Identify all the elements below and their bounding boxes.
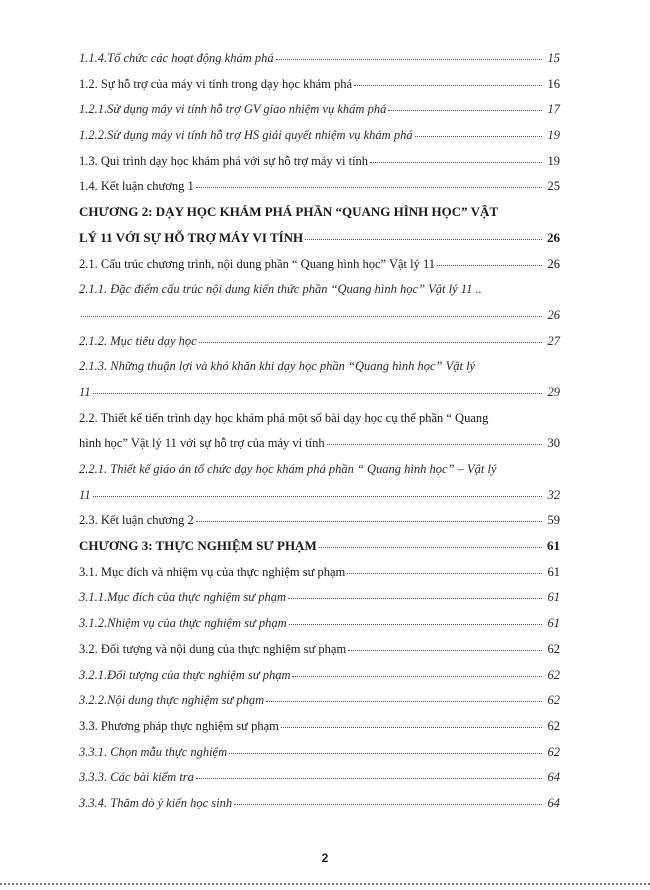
toc-entry: [79, 716, 560, 736]
toc-page-number: 61: [547, 590, 560, 605]
toc-page-number: 64: [547, 795, 560, 810]
toc-entry-title: 2.1.1. Đặc điểm cấu trúc nội dung kiến thức phần “Quang hình học” Vật lý 11 ..: [79, 282, 482, 297]
toc-leader-dots: [319, 547, 542, 548]
toc-page-number: 32: [547, 487, 560, 502]
toc-entry-title: 11: [79, 487, 91, 502]
toc-entry-title: 2.1.2. Mục tiêu dạy học: [79, 333, 197, 348]
toc-entry-title: CHƯƠNG 2: DẠY HỌC KHÁM PHÁ PHẦN “QUANG HÌNH HỌC” VẬT: [79, 204, 499, 220]
toc-leader-dots: [289, 624, 542, 625]
toc-page-number: 62: [547, 718, 560, 733]
toc-leader-dots: [234, 804, 542, 805]
toc-leader-dots: [229, 753, 542, 754]
toc-entry-title: 3.3. Phương pháp thực nghiệm sư phạm: [79, 718, 279, 733]
toc-entry: [79, 48, 560, 68]
toc-entry: [79, 459, 560, 479]
toc-leader-dots: [305, 239, 542, 240]
toc-page-number: 62: [547, 693, 560, 708]
toc-entry-title: hình học” Vật lý 11 với sự hỗ trợ của máy vi tính: [79, 436, 325, 451]
toc-entry: [79, 356, 560, 376]
toc-page-number: 62: [547, 744, 560, 759]
toc-leader-dots: [388, 110, 542, 111]
toc-entry: [79, 151, 560, 171]
toc-entry-title: 1.3. Qui trình dạy học khám phá với sự hỗ trợ máy vi tính: [79, 153, 369, 168]
toc-entry-title: 3.2. Đối tượng và nội dung của thực nghiệm sư phạm: [79, 641, 347, 656]
bottom-divider: [0, 883, 650, 885]
toc-entry: [79, 793, 560, 813]
toc-entry: [79, 665, 560, 685]
page-number: 2: [321, 851, 329, 865]
toc-entry-title: 3.3.4. Thăm dò ý kiến học sinh: [79, 795, 233, 810]
toc-leader-dots: [93, 496, 542, 497]
toc-entry: [79, 485, 560, 505]
toc-leader-dots: [281, 727, 542, 728]
toc-page-number: 15: [547, 51, 560, 65]
toc-leader-dots: [196, 521, 542, 522]
toc-entry: [79, 742, 560, 762]
toc-entry: [79, 562, 560, 582]
toc-entry-title: 1.2.2.Sử dụng máy vi tính hỗ trợ HS giải quyết nhiệm vụ khám phá: [79, 128, 413, 143]
toc-entry-title: 2.2.1. Thiết kế giáo án tổ chức dạy học khám phá phần “ Quang hình học” – Vật lý: [79, 462, 497, 476]
toc-leader-dots: [292, 676, 542, 677]
toc-leader-dots: [196, 778, 542, 779]
toc-entry: [79, 228, 560, 248]
toc-leader-dots: [370, 162, 542, 163]
toc-entry-title: 1.2.1.Sử dụng máy vi tính hỗ trợ GV giao nhiệm vụ khám phá: [79, 102, 387, 117]
toc-page-number: 19: [547, 128, 560, 143]
toc-page-number: 61: [547, 538, 560, 554]
toc-leader-dots: [288, 598, 542, 599]
toc-entry-title: 3.2.1.Đối tượng của thực nghiệm sư phạm: [79, 667, 291, 682]
toc-leader-dots: [266, 701, 542, 702]
toc-entry-title: 1.2. Sự hỗ trợ của máy vi tính trong dạy học khám phá: [79, 76, 353, 91]
toc-entry-title: 1.4. Kết luận chương 1: [79, 179, 194, 194]
toc-entry: [79, 331, 560, 351]
toc-leader-dots: [347, 573, 542, 574]
toc-entry: [79, 536, 560, 556]
toc-entry: [79, 510, 560, 530]
toc-entry-title: 2.1.3. Những thuận lợi và khó khăn khi dạy học phần “Quang hình học” Vật lý: [79, 359, 476, 374]
toc-leader-dots: [437, 265, 542, 266]
toc-entry: [79, 202, 560, 222]
toc-entry-title: 11: [79, 384, 91, 399]
toc-page-number: 62: [547, 641, 560, 656]
toc-page-number: 19: [547, 153, 560, 168]
toc-entry: [79, 767, 560, 787]
toc-entry-title: 2.1. Cấu trúc chương trình, nội dung phần “ Quang hình học” Vật lý 11: [79, 256, 436, 271]
toc-entry: [79, 382, 560, 402]
toc-entry: [79, 305, 560, 325]
toc-page-number: 62: [547, 667, 560, 682]
toc-entry: [79, 176, 560, 196]
toc-leader-dots: [354, 85, 542, 86]
toc-leader-dots: [93, 393, 542, 394]
toc-page-number: 27: [547, 333, 560, 348]
toc-page-number: 25: [547, 179, 560, 194]
toc-entry: [79, 125, 560, 145]
toc-leader-dots: [196, 187, 542, 188]
toc-page-number: 61: [547, 616, 560, 631]
toc-entry: [79, 279, 560, 299]
toc-page-number: 16: [547, 76, 560, 91]
toc-entry: [79, 408, 560, 428]
toc-leader-dots: [199, 342, 542, 343]
toc-page-number: 26: [547, 307, 560, 322]
toc-entry: [79, 99, 560, 119]
toc-page-number: 64: [547, 770, 560, 785]
table-of-contents: [79, 48, 560, 819]
toc-page-number: 30: [547, 436, 560, 451]
toc-entry: [79, 690, 560, 710]
toc-entry-title: 3.2.2.Nội dung thực nghiệm sư phạm: [79, 693, 265, 708]
toc-page-number: 29: [547, 384, 560, 399]
toc-entry: [79, 74, 560, 94]
toc-leader-dots: [81, 316, 542, 317]
toc-leader-dots: [415, 136, 542, 137]
toc-page-number: 26: [547, 229, 560, 245]
toc-leader-dots: [276, 59, 542, 60]
toc-page-number: 26: [547, 256, 560, 271]
toc-entry-title: 3.1.1.Mục đích của thực nghiệm sư phạm: [79, 590, 287, 605]
toc-entry-title: 3.1.2.Nhiệm vụ của thực nghiệm sư phạm: [79, 616, 287, 631]
toc-entry-title: LÝ 11 VỚI SỰ HỖ TRỢ MÁY VI TÍNH: [79, 229, 304, 245]
toc-entry-title: 2.3. Kết luận chương 2: [79, 513, 194, 528]
toc-leader-dots: [348, 650, 542, 651]
toc-leader-dots: [327, 444, 542, 445]
toc-entry-title: 3.1. Mục đích và nhiệm vụ của thực nghiệm sư phạm: [79, 564, 346, 579]
toc-entry-title: 2.2. Thiết kế tiến trình dạy học khám phá một số bài dạy học cụ thể phần “ Quang: [79, 410, 489, 425]
toc-entry: [79, 613, 560, 633]
toc-entry: [79, 433, 560, 453]
toc-entry-title: 3.3.3. Các bài kiểm tra: [79, 770, 194, 785]
toc-page-number: 17: [547, 102, 560, 117]
toc-entry-title: CHƯƠNG 3: THỰC NGHIỆM SƯ PHẠM: [79, 538, 317, 554]
toc-entry: [79, 587, 560, 607]
toc-entry: [79, 639, 560, 659]
toc-page-number: 61: [547, 564, 560, 579]
toc-entry-title: 1.1.4.Tổ chức các hoạt động khám phá: [79, 51, 274, 65]
toc-page-number: 59: [547, 513, 560, 528]
toc-entry-title: 3.3.1. Chọn mẫu thực nghiệm: [79, 744, 228, 759]
toc-entry: [79, 254, 560, 274]
